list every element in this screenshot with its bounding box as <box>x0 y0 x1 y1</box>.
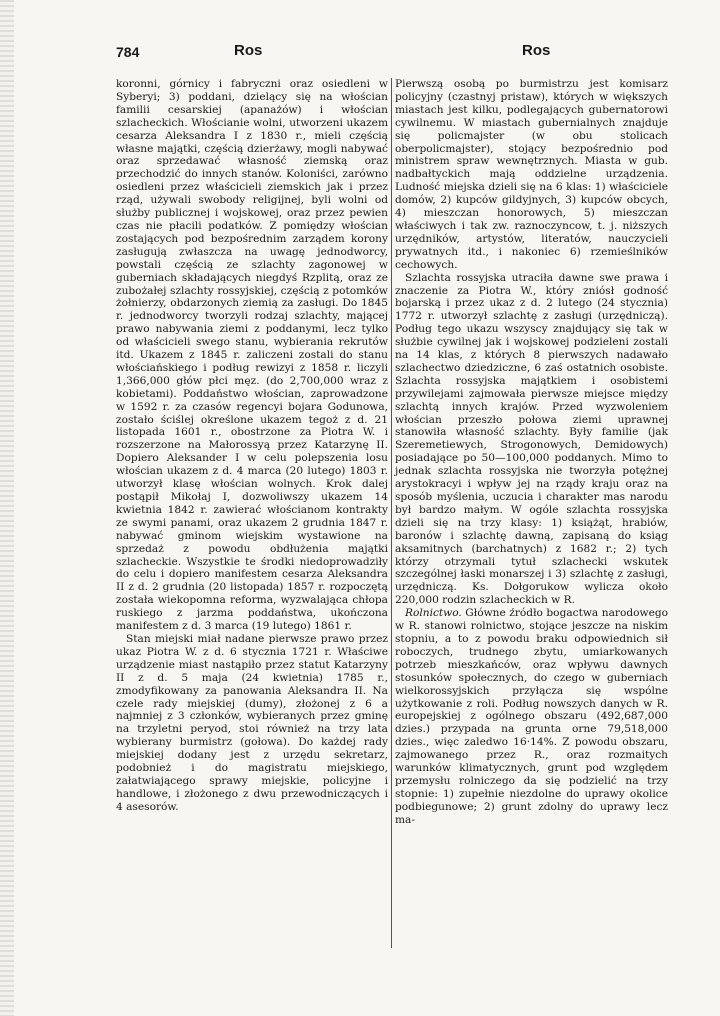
paragraph: Szlachta rossyjska utraciła dawne swe prawa i znaczenie za Piotra W., który zniósł godność bojarską i przez ukaz z d. 2 lutego (24 stycznia) 1772 r. utworzył szlachtę z zasługi (urzędniczą). Podług tego ukazu wszyscy znajdujący się tak w służbie cywilnej jak i wojskowej podzieleni zostali na 14 klas, z których 8 pierwszych nadawało szlachectwo dziedziczne, 6 zaś ostatnich osobiste. Szlachta rossyjska majątkiem i osobistemi przywilejami zajmowała pierwsze miejsce między szlachtą innych krajów. Przed wyzwoleniem włościan przeszło połowa ziemi uprawnej stanowiła własność szlachty. Były familie (jak Szeremetiewych, Strogonowych, Demidowych) posiadające po 50—100,000 poddanych. Mimo to jednak szlachta rossyjska nie tworzyła potężnej arystokracyi i wpływ jej na rządy kraju oraz na sposób myślenia, uczucia i charakter mas narodu był bardzo małym. W ogóle szlachta rossyjska dzieli się na trzy klasy: 1) książąt, hrabiów, baronów i szlachtę dawną, zapisaną do ksiąg aksamitnych (barchatnych) z 1682 r.; 2) tych którzy otrzymali tytuł szlachecki wskutek szczególnej łaski monarszej i 3) szlachtę z zasługi, urzędniczą. Ks. Dołgorukow wylicza około 220,000 rodzin szlacheckich w R. <box>395 271 668 607</box>
paragraph-rolnictwo <box>395 607 668 826</box>
column-divider <box>391 78 392 948</box>
section-lead: Rolnictwo. <box>405 607 462 620</box>
page-header <box>116 42 668 66</box>
right-column <box>395 78 668 968</box>
running-head-left: Ros <box>234 42 263 59</box>
page-number: 784 <box>116 44 140 60</box>
paragraph: koronni, górnicy i fabryczni oraz osiedleni w Syberyi; 3) poddani, dzielący się na włościan familii cesarskiej (apanażów) i włościan szlacheckich. Włościanie wolni, utworzeni ukazem cesarza Aleksandra I z 1830 r., mieli częścią własne majątki, częścią dzierżawy, mogli nabywać oraz sprzedawać własność ziemską oraz przechodzić do innych stanów. Koloniści, zarówno osiedleni przez właścicieli ziemskich jak i przez rząd, używali swobody religijnej, byli wolni od służby publicznej i wojskowej, oraz przez pewien czas nie płacili podatków. Z pomiędzy włościan zostających pod bezpośrednim zarządem korony zasługują zwłaszcza na uwagę jednodworcy, powstali częścią ze szlachty zagonowej w guberniach składających niegdyś Rzplitą, oraz ze zubożałej szlachty rossyjskiej, częścią z potomków żołnierzy, obdarzonych ziemią za zasługi. Do 1845 r. jednodworcy tworzyli rodzaj szlachty, mającej prawo nabywania ziemi z poddanymi, lecz tylko od właścicieli swego stanu, wybierania rekrutów itd. Ukazem z 1845 r. zaliczeni zostali do stanu włościańskiego i podług rewizyi z 1858 r. liczyli 1,366,000 głów płci męz. (do 2,700,000 wraz z kobietami). Poddaństwo włościan, zaprowadzone w 1592 r. za czasów regencyi bojara Godunowa, zostało ściślej określone ukazem tegoż z d. 21 listopada 1601 r., obostrzone za Piotra W. i rozszerzone na Małorossyą przez Katarzynę II. Dopiero Aleksander I w celu polepszenia losu włościan ukazem z d. 4 marca (20 lutego) 1803 r. utworzył klasę włościan wolnych. Krok dalej postąpił Mikołaj I, dozwoliwszy ukazem 14 kwietnia 1842 r. zawierać włościanom kontrakty ze swymi panami, oraz ukazem 2 grudnia 1847 r. nabywać gminom wiejskim wystawione na sprzedaż z powodu obdłużenia majątki szlacheckie. Wszystkie te środki niedoprowadziły do celu i dopiero manifestem cesarza Aleksandra II z d. 2 grudnia (20 listopada) 1857 r. rozpoczętą została wiekopomna reforma, wyzwalająca chłopa ruskiego z jarzma poddaństwa, ukończona manifestem z d. 3 marca (19 lutego) 1861 r. <box>116 78 388 633</box>
scan-binding-edge <box>0 0 14 1016</box>
paragraph-text: Główne źródło bogactwa narodowego w R. stanowi rolnictwo, stojące jeszcze na niskim stopniu, a to z powodu braku odpowiednich sił roboczych, trudnego zbytu, umiarkowanych potrzeb mieszkańców, oraz wpływu dawnych stosunków społecznych, do czego w guberniach wielkorossyjskich przyłącza się wspólne użytkowanie z roli. Podług nowszych danych w R. europejskiej z ogólnego obszaru (492,687,000 dzies.) przypada na grunta orne 79,518,000 dzies., więc zaledwo 16·14%. Z powodu obszaru, zajmowanego przez R., oraz rozmaitych warunków klimatycznych, grunt pod względem przemysłu rolniczego da się podzielić na trzy stopnie: 1) zupełnie niezdolne do uprawy okolice podbiegunowe; 2) grunt zdolny do uprawy lecz ma- <box>395 607 668 826</box>
paragraph: Pierwszą osobą po burmistrzu jest komisarz policyjny (czastnyj pristaw), których w większych miastach jest kilku, podlegających gubernatorowi cywilnemu. W miastach gubernialnych znajduje się policmajster (w obu stolicach oberpolicmajster), stojący bezpośrednio pod ministrem spraw wewnętrznych. Miasta w gub. nadbałtyckich mają oddzielne urządzenia. Ludność miejska dzieli się na 6 klas: 1) właściciele domów, 2) kupców gildyjnych, 3) kupców obcych, 4) mieszczan honorowych, 5) mieszczan właściwych i tak zw. raznoczyncow, t. j. niższych urzędników, artystów, literatów, nauczycieli prywatnych itd., i nakoniec 6) rzemieślników cechowych. <box>395 78 668 271</box>
paragraph: Stan miejski miał nadane pierwsze prawo przez ukaz Piotra W. z d. 6 stycznia 1721 r. Właściwe urządzenie miast nastąpiło przez statut Katarzyny II z d. 5 maja (24 kwietnia) 1785 r., zmodyfikowany za panowania Aleksandra II. Na czele rady miejskiej (dumy), złożonej z 6 a najmniej z 3 członków, wybieranych przez gminę na trzyletni peryod, stoi również na trzy lata wybierany burmistrz (gołowa). Do każdej rady miejskiej dodany jest z urzędu sekretarz, podobnież i do magistratu miejskiego, załatwiającego sprawy miejskie, policyjne i handlowe, i złożonego z dwu przewodniczących i 4 asesorów. <box>116 632 388 813</box>
running-head-right: Ros <box>522 42 551 59</box>
left-column <box>116 78 388 968</box>
